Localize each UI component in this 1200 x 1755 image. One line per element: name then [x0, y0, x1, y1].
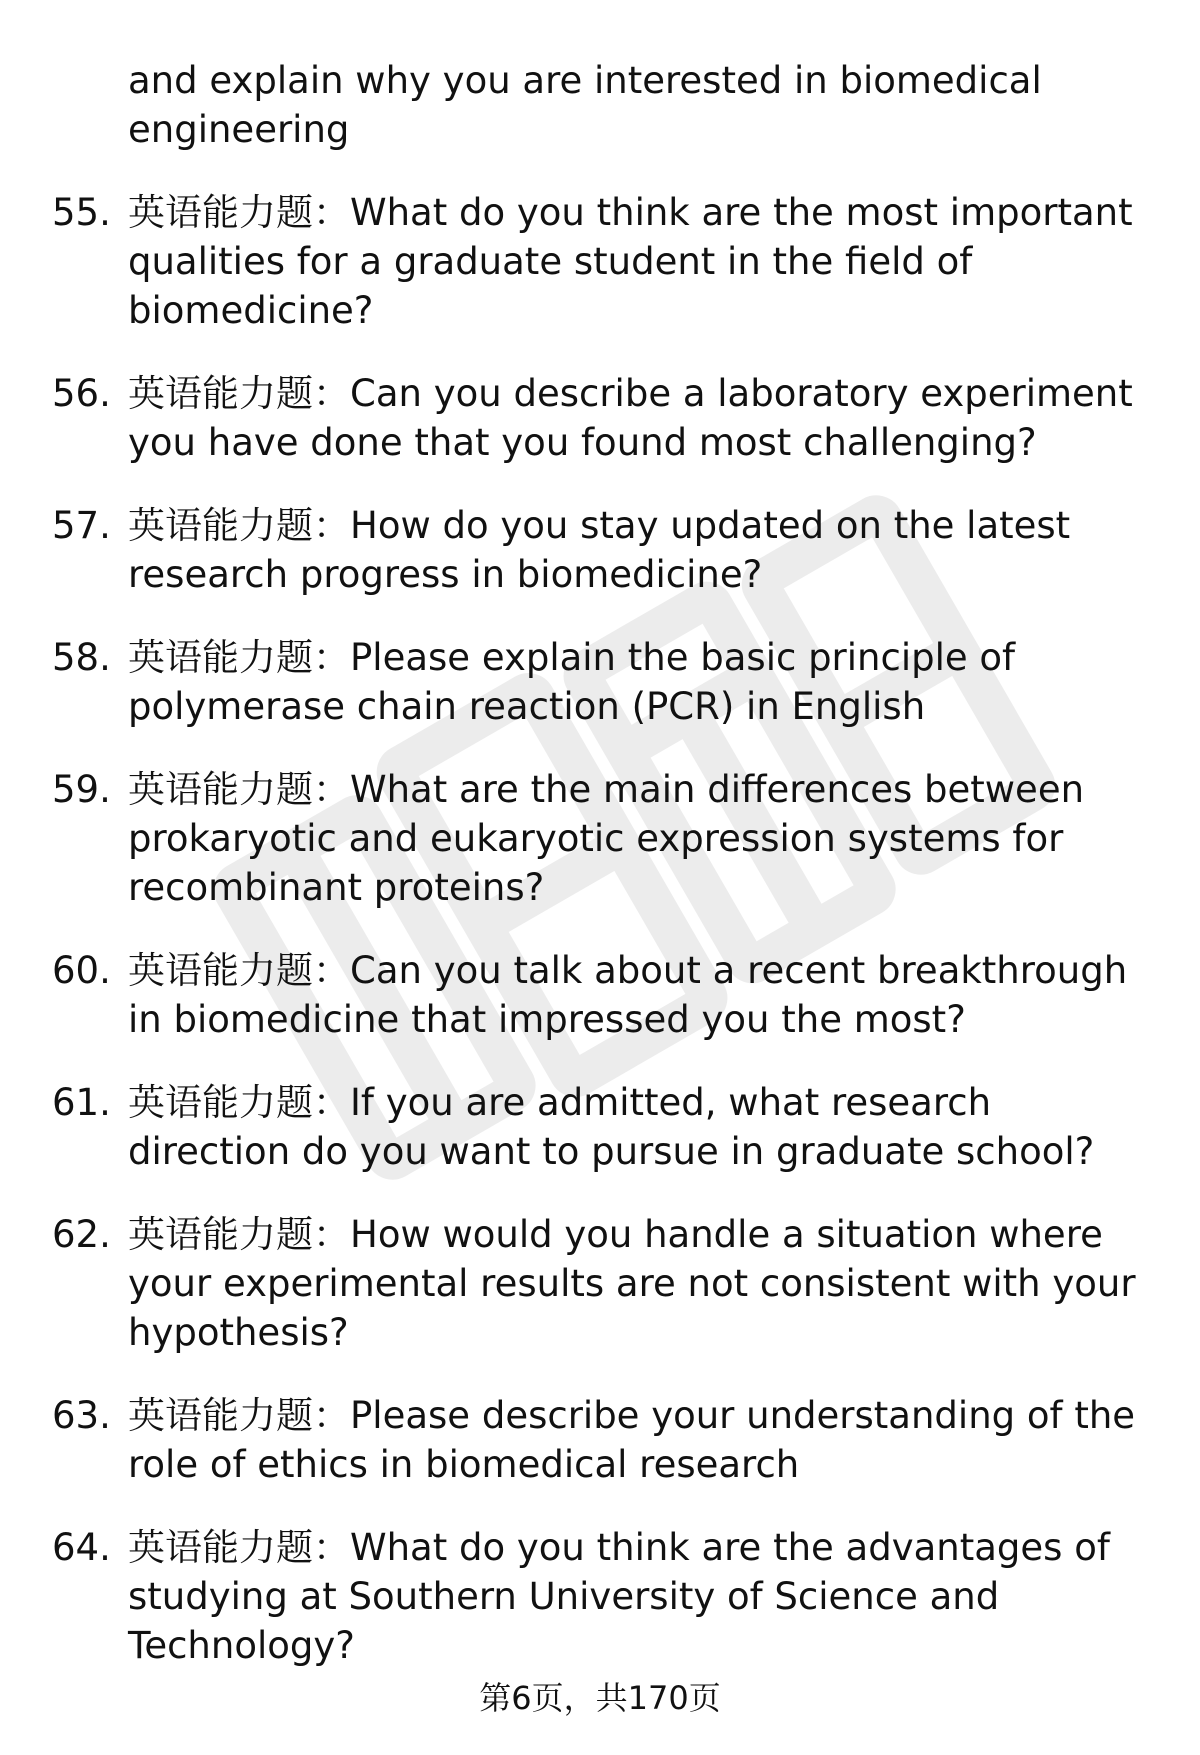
question-text: What are the main differences between prokaryotic and eukaryotic expression systems for recombinant proteins? [128, 768, 1085, 909]
question-item-59 [52, 765, 1157, 912]
question-body [128, 1391, 1157, 1489]
question-category: 英语能力题 [128, 1394, 313, 1437]
question-text: If you are admitted, what research direction do you want to pursue in graduate school? [128, 1081, 1095, 1173]
question-separator: ： [313, 1081, 350, 1124]
question-number: 62. [52, 1213, 111, 1256]
question-item-57 [52, 501, 1157, 599]
question-number: 63. [52, 1394, 111, 1437]
question-number: 55. [52, 191, 111, 234]
question-body [128, 501, 1157, 599]
question-category: 英语能力题 [128, 1213, 313, 1256]
question-number: 64. [52, 1526, 111, 1569]
question-content [52, 56, 1157, 1704]
question-number: 58. [52, 636, 111, 679]
question-category: 英语能力题 [128, 191, 313, 234]
continuation-text: and explain why you are interested in biomedical engineering [128, 59, 1042, 151]
page-number-label: 第6页，共170页 [479, 1679, 721, 1717]
question-separator: ： [313, 1394, 350, 1437]
question-number: 59. [52, 768, 111, 811]
question-text: Please explain the basic principle of polymerase chain reaction (PCR) in English [128, 636, 1016, 728]
question-number: 61. [52, 1081, 111, 1124]
question-text: Please describe your understanding of the role of ethics in biomedical research [128, 1394, 1136, 1486]
question-separator: ： [313, 768, 350, 811]
question-category: 英语能力题 [128, 372, 313, 415]
question-item-63 [52, 1391, 1157, 1489]
question-category: 英语能力题 [128, 504, 313, 547]
question-separator: ： [313, 1526, 350, 1569]
question-separator: ： [313, 372, 350, 415]
question-number: 60. [52, 949, 111, 992]
question-item-56 [52, 369, 1157, 467]
question-separator: ： [313, 504, 350, 547]
question-separator: ： [313, 949, 350, 992]
question-category: 英语能力题 [128, 768, 313, 811]
question-text: How would you handle a situation where your experimental results are not consistent with your hypothesis? [128, 1213, 1136, 1354]
question-item-64 [52, 1523, 1157, 1670]
question-separator: ： [313, 191, 350, 234]
question-item-58 [52, 633, 1157, 731]
question-item-61 [52, 1078, 1157, 1176]
question-category: 英语能力题 [128, 636, 313, 679]
question-text: Can you describe a laboratory experiment you have done that you found most challenging? [128, 372, 1133, 464]
question-body [128, 765, 1157, 912]
question-number: 57. [52, 504, 111, 547]
question-number: 56. [52, 372, 111, 415]
question-category: 英语能力题 [128, 1081, 313, 1124]
question-text: Can you talk about a recent breakthrough in biomedicine that impressed you the most? [128, 949, 1128, 1041]
question-body [128, 1078, 1157, 1176]
question-body [128, 946, 1157, 1044]
question-body [128, 188, 1157, 335]
question-body [128, 369, 1157, 467]
question-separator: ： [313, 1213, 350, 1256]
question-separator: ： [313, 636, 350, 679]
question-body [128, 1523, 1157, 1670]
question-item-60 [52, 946, 1157, 1044]
question-category: 英语能力题 [128, 949, 313, 992]
question-category: 英语能力题 [128, 1526, 313, 1569]
question-text: What do you think are the advantages of studying at Southern University of Science and Technology? [128, 1526, 1110, 1667]
question-item-55 [52, 188, 1157, 335]
question-body [128, 633, 1157, 731]
question-item-62 [52, 1210, 1157, 1357]
page-footer [0, 1678, 1200, 1718]
question-list [52, 188, 1157, 1670]
question-text: How do you stay updated on the latest research progress in biomedicine? [128, 504, 1071, 596]
question-text: What do you think are the most important qualities for a graduate student in the field of biomedicine? [128, 191, 1133, 332]
question-body [128, 1210, 1157, 1357]
